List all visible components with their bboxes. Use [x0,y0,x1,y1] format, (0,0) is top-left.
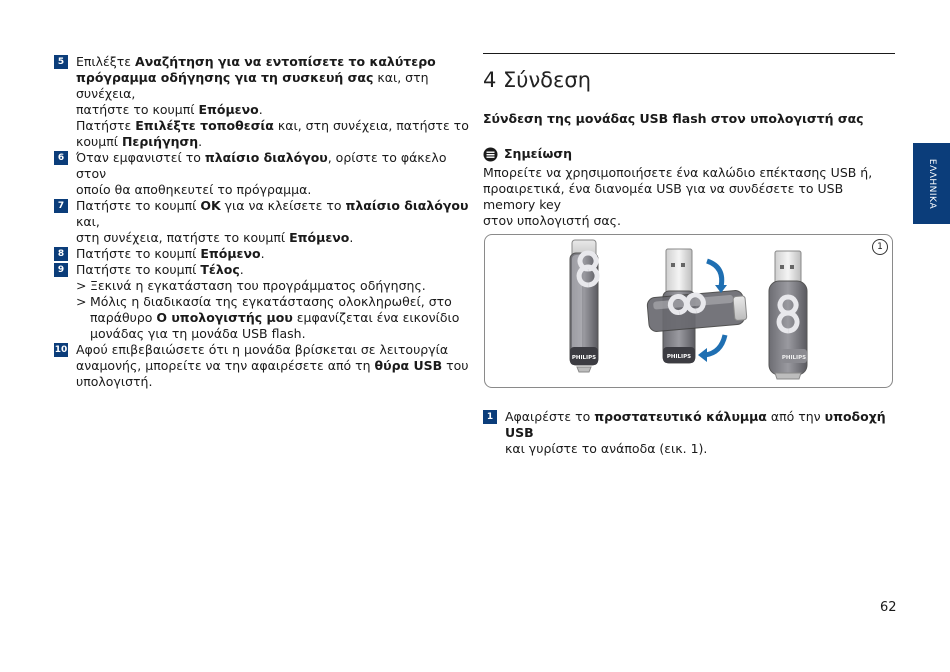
step-5: 5 Επιλέξτε Αναζήτηση για να εντοπίσετε το καλύτερο πρόγραμμα οδήγησης για τη συσκευή σας και, στη συνέχεια, πατήστε το κουμπί Επόμενο. Πατήστε Επιλέξτε τοποθεσία και, στη συνέχεια, πατήστε το κουμπί Περιήγηση. [54,54,474,150]
rotate-arrow-icon [705,335,725,355]
result-line: > Ξεκινά η εγκατάσταση του προγράμματος οδήγησης. [76,278,426,293]
step-number: 7 [54,199,68,213]
section-title: 4 Σύνδεση [483,68,592,92]
note-icon [483,147,498,162]
drive-rotating [647,249,748,363]
svg-text:PHILIPS: PHILIPS [666,354,692,360]
note-heading: Σημείωση [483,146,572,162]
step-10: 10 Αφού επιβεβαιώσετε ότι η μονάδα βρίσκεται σε λειτουργία αναμονής, μπορείτε να την αφαιρέσετε από τη θύρα USB του υπολογιστή. [54,342,469,389]
left-column [54,54,474,390]
section-rule [483,53,895,54]
step-number: 8 [54,247,68,261]
right-step-1: 1 Αφαιρέστε το προστατευτικό κάλυμμα από την υποδοχή USB και γυρίστε το ανάποδα (εικ. 1). [483,409,895,457]
step-7: 7 Πατήστε το κουμπί OK για να κλείσετε το πλαίσιο διαλόγου και, στη συνέχεια, πατήστε το κουμπί Επόμενο. [54,198,474,246]
step-number: 9 [54,263,68,277]
svg-text:PHILIPS: PHILIPS [781,355,807,361]
step-number: 1 [483,410,497,424]
step-9: 9 Πατήστε το κουμπί Τέλος. > Ξεκινά η εγκατάσταση του προγράμματος οδήγησης. > Μόλις η διαδικασία της εγκατάστασης ολοκληρωθεί, στο παράθυρο Ο υπολογιστής μου εμφανίζεται ένα εικονίδιο μονάδας για τη μονάδα USB flash. [54,262,474,342]
svg-text:PHILIPS: PHILIPS [571,355,597,361]
section-subtitle: Σύνδεση της μονάδας USB flash στον υπολογιστή σας [483,111,864,126]
page-number: 62 [880,600,897,615]
note-text: Μπορείτε να χρησιμοποιήσετε ένα καλώδιο επέκτασης USB ή, προαιρετικά, ένα διανομέα USB για να συνδέσετε το USB memory key στον υπολογιστή σας. [483,165,873,228]
usb-figure [484,234,893,388]
step-number: 6 [54,151,68,165]
step-number: 5 [54,55,68,69]
step-8: 8 Πατήστε το κουμπί Επόμενο. [54,246,474,262]
result-line: > Μόλις η διαδικασία της εγκατάστασης ολοκληρωθεί, στο παράθυρο Ο υπολογιστής μου εμφανίζεται ένα εικονίδιο μονάδας για τη μονάδα USB flash. [76,294,460,341]
rotate-arrow-icon [707,261,722,287]
drive-capped [570,240,598,372]
language-tab: ΕΛΛΗΝΙΚΑ [913,143,950,224]
figure-number: 1 [872,239,888,255]
usb-flash-drive-illustration [485,235,892,387]
drive-open [769,251,807,379]
step-number: 10 [54,345,68,355]
step-6: 6 Όταν εμφανιστεί το πλαίσιο διαλόγου, ορίστε το φάκελο στον οποίο θα αποθηκευτεί το πρόγραμμα. [54,150,474,198]
